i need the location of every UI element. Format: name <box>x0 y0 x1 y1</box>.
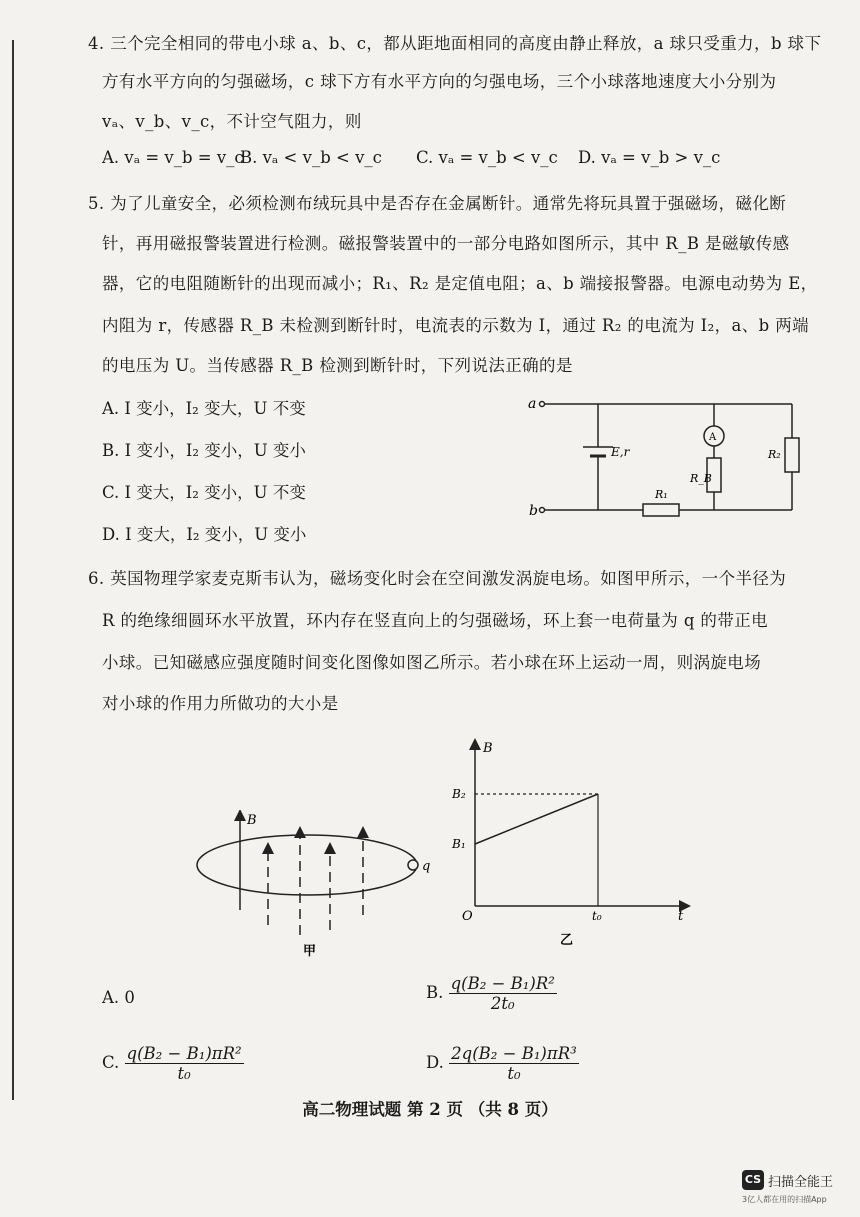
q5-option-a: A. I 变小，I₂ 变大，U 不变 <box>102 399 306 418</box>
q5-line-1: 5. 为了儿童安全，必须检测布绒玩具中是否存在金属断针。通常先将玩具置于强磁场，磁化断 <box>88 194 787 213</box>
r2-label: R₂ <box>768 448 781 461</box>
q4-option-c: C. vₐ = v_b < v_c <box>416 148 558 167</box>
q5-option-d: D. I 变大，I₂ 变小，U 变小 <box>102 525 307 544</box>
q5-line-5: 的电压为 U。当传感器 R_B 检测到断针时，下列说法正确的是 <box>102 356 573 375</box>
rb-label: R_B <box>690 472 712 485</box>
q5-option-c: C. I 变大，I₂ 变小，U 不变 <box>102 483 306 502</box>
y-axis-label: B <box>483 741 493 756</box>
q4-option-b: B. vₐ < v_b < v_c <box>240 148 382 167</box>
q6-option-b-prefix: B. <box>426 983 444 1002</box>
x-axis-label: t <box>678 909 684 924</box>
circuit-source-label: E,r <box>611 445 630 459</box>
q6-option-b-fraction <box>449 974 557 1013</box>
q6-line-2: R 的绝缘细圆环水平放置，环内存在竖直向上的匀强磁场，环上套一电荷量为 q 的带正电 <box>102 611 769 630</box>
q4-line-2: 方有水平方向的匀强磁场，c 球下方有水平方向的匀强电场，三个小球落地速度大小分别为 <box>102 72 777 91</box>
q6-option-c <box>102 1044 244 1083</box>
q6-option-c-denominator: t₀ <box>177 1064 191 1083</box>
q4-option-d: D. vₐ = v_b > v_c <box>578 148 721 167</box>
tick-label-b2: B₂ <box>452 787 466 801</box>
q4-line-1: 4. 三个完全相同的带电小球 a、b、c，都从距地面相同的高度由静止释放，a 球只受重力，b 球下 <box>88 34 822 53</box>
q6-option-d-prefix: D. <box>426 1053 444 1072</box>
q6-option-c-fraction <box>125 1044 244 1083</box>
q4-option-a: A. vₐ = v_b = v_c <box>102 148 244 167</box>
r1-label: R₁ <box>655 488 668 501</box>
watermark-name: 扫描全能王 <box>768 1175 834 1190</box>
q6-option-c-numerator: q(B₂ − B₁)πR² <box>126 1044 242 1063</box>
q6-option-b <box>426 974 557 1013</box>
q6-option-c-prefix: C. <box>102 1053 120 1072</box>
q6-option-d-numerator: 2q(B₂ − B₁)πR³ <box>451 1044 577 1063</box>
page-footer: 高二物理试题 第 2 页 （共 8 页） <box>302 1100 558 1119</box>
camscanner-logo-icon: CS <box>742 1170 764 1190</box>
q6-line-1: 6. 英国物理学家麦克斯韦认为，磁场变化时会在空间激发涡旋电场。如图甲所示，一个半径为 <box>88 569 787 588</box>
q6-option-b-denominator: 2t₀ <box>490 994 515 1013</box>
q5-line-3: 器，它的电阻随断针的出现而减小；R₁、R₂ 是定值电阻；a、b 端接报警器。电源电动势为 E， <box>102 274 818 293</box>
circuit-terminal-b: b <box>529 503 538 519</box>
series-line-b-vs-t <box>475 794 598 844</box>
q4-line-3: vₐ、v_b、v_c，不计空气阻力，则 <box>102 112 362 131</box>
q6-option-d-denominator: t₀ <box>507 1064 521 1083</box>
q5-option-b: B. I 变小，I₂ 变小，U 变小 <box>102 441 306 460</box>
binding-line <box>12 40 14 1100</box>
fig-yi-caption: 乙 <box>560 933 574 948</box>
fig-jia-b-label: B <box>247 813 257 828</box>
fig-jia-q-label: q <box>422 859 431 874</box>
figure-jia <box>190 810 450 960</box>
ammeter-label: A <box>709 432 717 443</box>
figure-yi-chart <box>440 738 700 948</box>
tick-label-b1: B₁ <box>452 837 466 851</box>
watermark-subtitle: 3亿人都在用的扫描App <box>742 1195 827 1204</box>
circuit-diagram <box>525 390 805 520</box>
q6-option-a: A. 0 <box>102 988 135 1007</box>
q6-option-d <box>426 1044 579 1083</box>
q6-line-4: 对小球的作用力所做功的大小是 <box>102 694 339 713</box>
q5-line-2: 针，再用磁报警装置进行检测。磁报警装置中的一部分电路如图所示，其中 R_B 是磁敏传感 <box>102 234 790 253</box>
tick-label-t0: t₀ <box>592 909 602 923</box>
circuit-terminal-a: a <box>528 396 537 412</box>
q6-option-d-fraction <box>449 1044 579 1083</box>
q6-option-b-numerator: q(B₂ − B₁)R² <box>450 974 555 993</box>
q6-line-3: 小球。已知磁感应强度随时间变化图像如图乙所示。若小球在环上运动一周，则涡旋电场 <box>102 653 762 672</box>
origin-label: O <box>462 909 473 924</box>
fig-jia-caption: 甲 <box>303 944 317 959</box>
q5-line-4: 内阻为 r，传感器 R_B 未检测到断针时，电流表的示数为 I，通过 R₂ 的电流为 I₂，a、b 两端 <box>102 316 810 335</box>
